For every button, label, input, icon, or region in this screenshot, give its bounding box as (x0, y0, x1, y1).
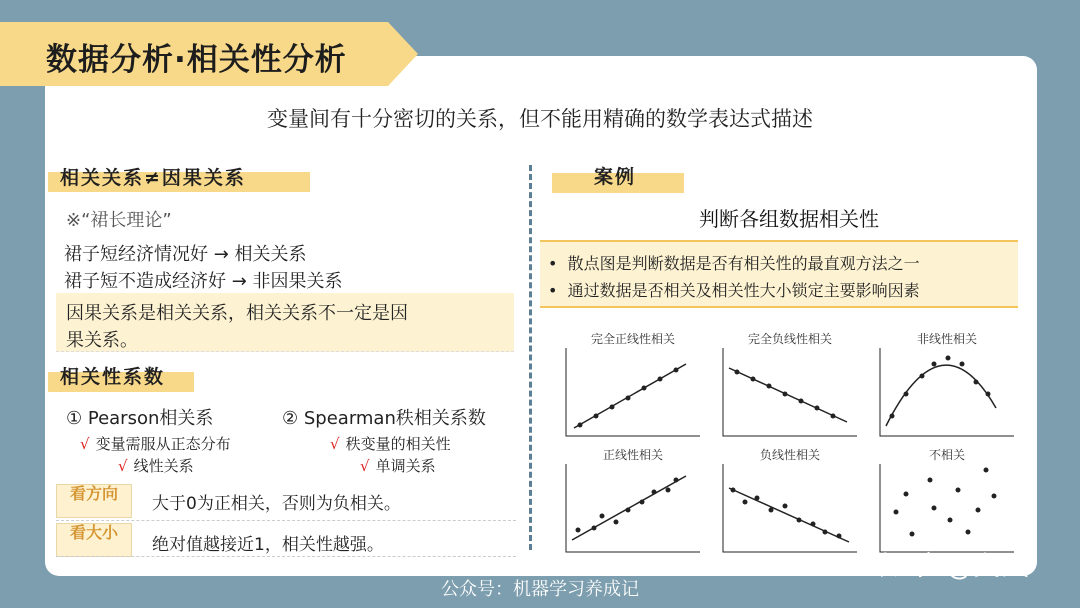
scatter-plot-grid (548, 312, 1018, 552)
plot-negative (715, 440, 865, 558)
check-icon: √ (360, 457, 370, 475)
plot-title: 负线性相关 (759, 448, 820, 462)
spearman-note-rank: √ 秩变量的相关性 (330, 435, 451, 453)
case-heading: 判断各组数据相关性 (699, 207, 879, 231)
scatter-perfect-negative-icon (715, 324, 865, 442)
divider (56, 556, 516, 557)
highlight-text-2: 果关系。 (66, 330, 138, 351)
plot-perfect-positive (558, 324, 708, 442)
pearson-note-normal: √ 变量需服从正态分布 (80, 435, 231, 453)
plot-positive (558, 440, 708, 558)
scatter-negative-icon (715, 440, 865, 558)
direction-label: 看方向 (56, 484, 132, 518)
example-line-noncausal: 裙子短不造成经济好 → 非因果关系 (64, 271, 343, 292)
bullet-item: • 通过数据是否相关及相关性大小锁定主要影响因素 (548, 281, 920, 300)
bullet-item: • 散点图是判断数据是否有相关性的最直观方法之一 (548, 254, 920, 273)
scatter-uncorrelated-icon (872, 440, 1022, 558)
divider (56, 520, 516, 521)
magnitude-rule: 绝对值越接近1，相关性越强。 (152, 535, 384, 555)
page-title: 数据分析·相关性分析 (46, 42, 347, 78)
spearman-label: ② Spearman秩相关系数 (282, 408, 486, 429)
check-icon: √ (330, 435, 340, 453)
plot-title: 完全负线性相关 (747, 332, 832, 346)
column-divider (529, 165, 532, 550)
scatter-positive-icon (558, 440, 708, 558)
footer-credit: 公众号：机器学习养成记 (441, 579, 639, 600)
pearson-note-linear: √ 线性关系 (118, 457, 194, 475)
pearson-label: ① Pearson相关系 (66, 408, 214, 429)
plot-nonlinear (872, 324, 1022, 442)
plot-title: 正线性相关 (602, 448, 663, 462)
plot-perfect-negative (715, 324, 865, 442)
plot-uncorrelated (872, 440, 1022, 558)
check-icon: √ (118, 457, 128, 475)
bullet-icon: • (548, 281, 558, 300)
direction-rule: 大于0为正相关，否则为负相关。 (152, 494, 401, 514)
highlight-text-1: 因果关系是相关关系，相关关系不一定是因 (66, 303, 408, 324)
section-tag-case: 案例 (594, 166, 637, 188)
section-tag-coefficient: 相关性系数 (60, 366, 166, 388)
magnitude-label: 看大小 (56, 523, 132, 557)
spearman-note-monotonic: √ 单调关系 (360, 457, 436, 475)
scatter-nonlinear-icon (872, 324, 1022, 442)
plot-title: 非线性相关 (916, 332, 977, 346)
bullet-box (540, 240, 1018, 308)
check-icon: √ (80, 435, 90, 453)
section-tag-causality: 相关关系≠因果关系 (60, 167, 246, 189)
bullet-icon: • (548, 254, 558, 273)
page-subtitle: 变量间有十分密切的关系，但不能用精确的数学表达式描述 (267, 107, 813, 131)
skirt-theory-quote: ※“裙长理论” (66, 210, 172, 231)
plot-title: 不相关 (928, 448, 965, 462)
zhihu-watermark: 知乎 @文武 (880, 551, 1030, 582)
example-line-correlation: 裙子短经济情况好 → 相关关系 (64, 244, 307, 265)
plot-title: 完全正线性相关 (590, 332, 675, 346)
scatter-perfect-positive-icon (558, 324, 708, 442)
